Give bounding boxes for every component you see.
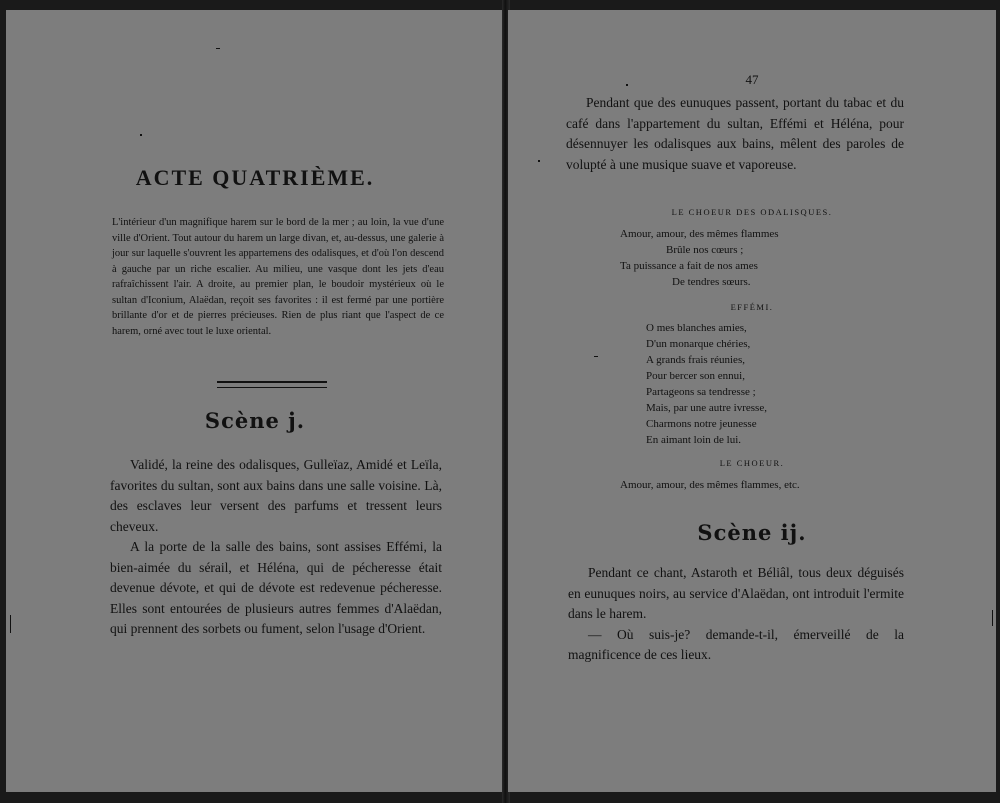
verse-line: Ta puissance a fait de nos ames <box>620 260 758 272</box>
verse-line: Brûle nos cœurs ; <box>666 244 744 256</box>
verse-line: Amour, amour, des mêmes flammes <box>620 228 779 240</box>
scene-2-text <box>568 563 904 666</box>
ink-speck <box>216 48 220 49</box>
ink-speck <box>626 84 628 86</box>
ink-speck <box>594 356 598 357</box>
scene-title-2: Scène ij. <box>697 520 807 545</box>
page-number: 47 <box>745 72 759 87</box>
verse-line: Mais, par une autre ivresse, <box>646 402 767 414</box>
scene-title-1: Scène j. <box>204 408 306 433</box>
left-page <box>6 10 504 792</box>
paragraph: Pendant que des eunuques passent, portant du tabac et du café dans l'appartement du sultan, Effémi et Héléna, pour désennuyer les odalisques aux bains, mêlent des paroles de volupté à une musique suave et vaporeuse. <box>566 95 904 172</box>
refrain <box>620 477 880 493</box>
paragraph: Pendant ce chant, Astaroth et Béliâl, tous deux déguisés en eunuques noirs, au service d'Alaëdan, ont introduit l'ermite dans le harem. <box>568 565 904 621</box>
act-title: ACTE QUATRIÈME. <box>135 165 375 190</box>
ink-speck <box>10 615 11 633</box>
effemi-verse <box>646 320 886 448</box>
paragraph: A la porte de la salle des bains, sont assises Effémi, la bien-aimée du sérail, et Héléna, qui de pécheresse était devenue dévote, et qui de dévote est redevenue pécheresse. Elles sont entourées de plusieurs autres femmes d'Alaëdan, qui prennent des sorbets ou fument, selon l'usage d'Orient. <box>110 539 442 636</box>
ornamental-rule <box>217 381 327 388</box>
scene-1-text <box>110 455 442 640</box>
stage-directions: L'intérieur d'un magnifique harem sur le bord de la mer ; au loin, la vue d'une ville d'Orient. Tout autour du harem un large divan, et, au-dessus, une galerie à jour sur laquelle s'ouvrent les appartemens des odalisques, et d'où l'on descend à gauche par un riche escalier. Au milieu, une vasque dont les jets d'eau rafraîchissent l'air. A droite, au premier plan, le boudoir mystérieux où le sultan d'Iconium, Alaëdan, reçoit ses favorites : il est fermé par une portière brillante d'or et de pierres précieuses. Rien de plus riant que l'aspect de ce harem, orné avec tout le luxe oriental. <box>112 217 444 337</box>
verse-line: O mes blanches amies, <box>646 322 747 334</box>
ink-speck <box>140 134 142 136</box>
verse-line: Partageons sa tendresse ; <box>646 386 756 398</box>
verse-line: Charmons notre jeunesse <box>646 418 757 430</box>
verse-line: A grands frais réunies, <box>646 354 745 366</box>
chorus-short-heading: LE CHOEUR. <box>719 458 785 468</box>
chorus-heading: LE CHOEUR DES ODALISQUES. <box>671 207 833 217</box>
ink-speck <box>992 610 993 626</box>
verse-line: D'un monarque chéries, <box>646 338 751 350</box>
right-page <box>508 10 996 792</box>
effemi-heading: EFFÉMI. <box>730 302 774 312</box>
chorus-verse <box>620 226 880 290</box>
verse-line: Amour, amour, des mêmes flammes, etc. <box>620 479 800 491</box>
ink-speck <box>538 160 540 162</box>
paragraph: — Où suis-je? demande-t-il, émerveillé de la magnificence de ces lieux. <box>568 626 904 662</box>
verse-line: En aimant loin de lui. <box>646 434 742 446</box>
paragraph: Validé, la reine des odalisques, Gulleïaz, Amidé et Leïla, favorites du sultan, sont aux bains dans une salle voisine. Là, des esclaves leur versent des parfums et tressent leurs cheveux. <box>110 457 442 534</box>
opening-text <box>566 93 904 175</box>
verse-line: Pour bercer son ennui, <box>646 370 745 382</box>
verse-line: De tendres sœurs. <box>672 276 751 288</box>
